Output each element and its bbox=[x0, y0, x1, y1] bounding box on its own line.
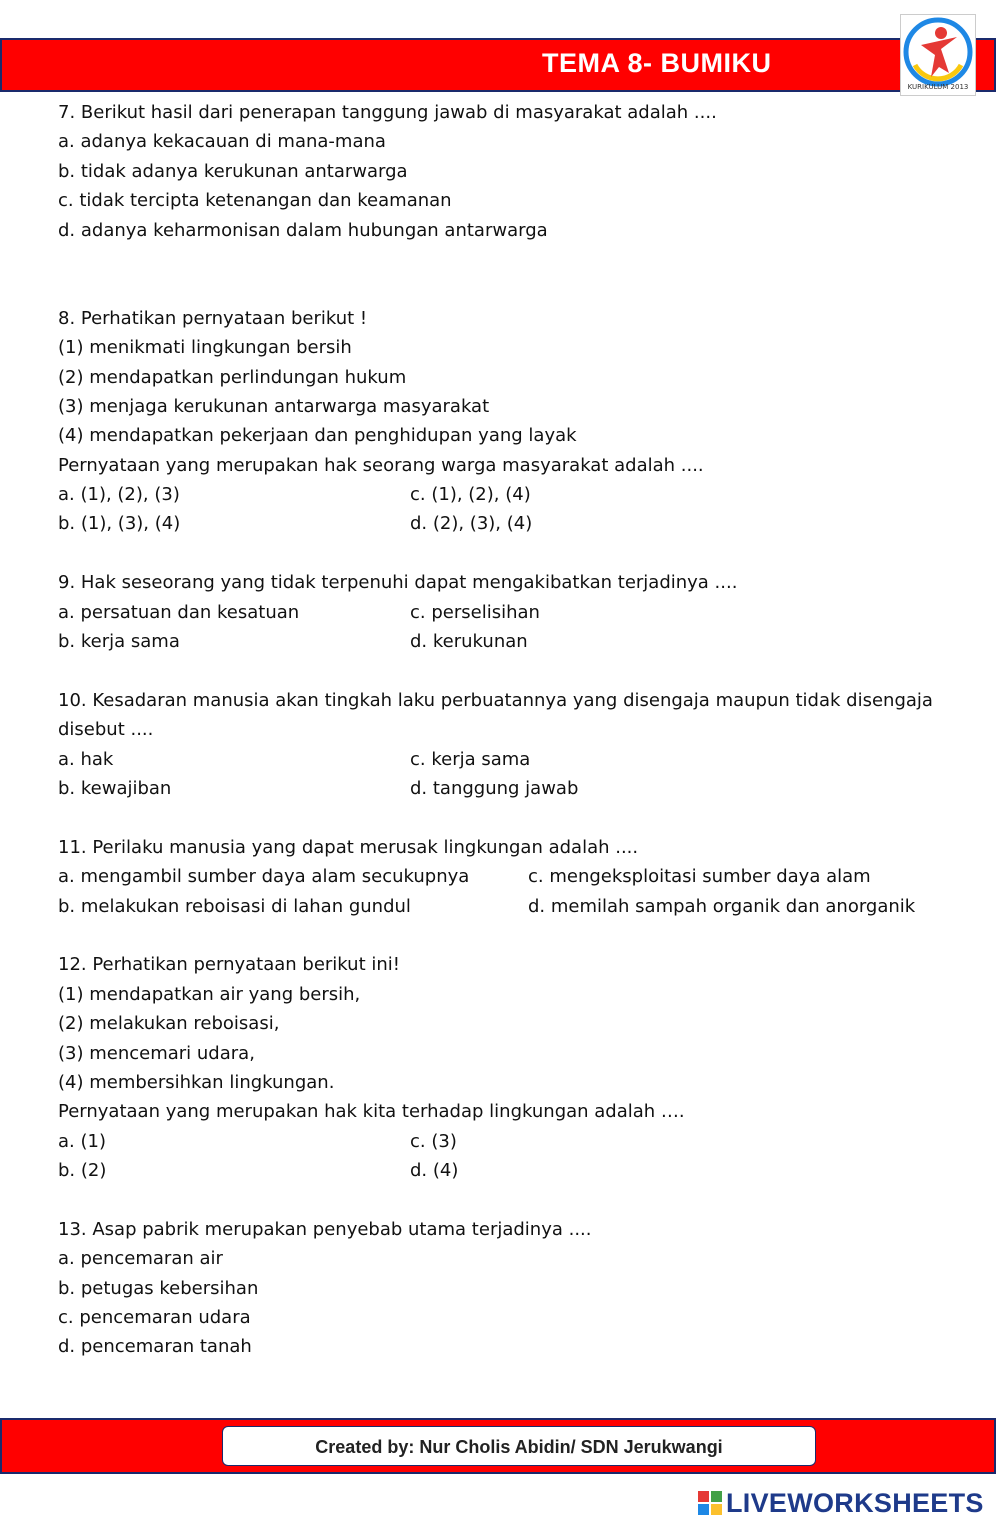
q8-statement-3: (3) menjaga kerukunan antarwarga masyarakat bbox=[58, 395, 490, 417]
q11-option-d[interactable]: d. memilah sampah organik dan anorganik bbox=[528, 895, 916, 917]
q11-option-c[interactable]: c. mengeksploitasi sumber daya alam bbox=[528, 866, 871, 888]
q9-option-b[interactable]: b. kerja sama bbox=[58, 631, 180, 653]
liveworksheets-label: LIVEWORKSHEETS bbox=[726, 1487, 984, 1518]
question-content bbox=[58, 98, 958, 1362]
footer-credit: Created by: Nur Cholis Abidin/ SDN Jerukwangi bbox=[222, 1426, 816, 1466]
question-9: 9. Hak seseorang yang tidak terpenuhi dapat mengakibatkan terjadinya .... bbox=[58, 572, 738, 594]
q8-statement-4: (4) mendapatkan pekerjaan dan penghidupan yang layak bbox=[58, 425, 577, 447]
question-11: 11. Perilaku manusia yang dapat merusak lingkungan adalah .... bbox=[58, 836, 639, 858]
q12-prompt: Pernyataan yang merupakan hak kita terhadap lingkungan adalah …. bbox=[58, 1101, 685, 1123]
question-10-line-2: disebut .... bbox=[58, 719, 154, 741]
q7-option-c[interactable]: c. tidak tercipta ketenangan dan keamanan bbox=[58, 190, 452, 212]
q8-option-b[interactable]: b. (1), (3), (4) bbox=[58, 513, 181, 535]
question-8: 8. Perhatikan pernyataan berikut ! bbox=[58, 307, 368, 329]
q7-option-b[interactable]: b. tidak adanya kerukunan antarwarga bbox=[58, 160, 408, 182]
q10-option-c[interactable]: c. kerja sama bbox=[410, 748, 531, 770]
q7-option-d[interactable]: d. adanya keharmonisan dalam hubungan antarwarga bbox=[58, 219, 548, 241]
q12-option-a[interactable]: a. (1) bbox=[58, 1130, 106, 1152]
q8-option-a[interactable]: a. (1), (2), (3) bbox=[58, 484, 180, 506]
q10-option-d[interactable]: d. tanggung jawab bbox=[410, 778, 579, 799]
svg-text:KURIKULUM 2013: KURIKULUM 2013 bbox=[907, 83, 969, 91]
q8-statement-1: (1) menikmati lingkungan bersih bbox=[58, 337, 352, 359]
q11-option-a[interactable]: a. mengambil sumber daya alam secukupnya bbox=[58, 866, 470, 888]
question-13: 13. Asap pabrik merupakan penyebab utama terjadinya .... bbox=[58, 1218, 592, 1240]
q12-statement-1: (1) mendapatkan air yang bersih, bbox=[58, 983, 361, 1005]
header-bar bbox=[0, 38, 996, 92]
q13-option-a[interactable]: a. pencemaran air bbox=[58, 1248, 223, 1270]
q8-statement-2: (2) mendapatkan perlindungan hukum bbox=[58, 366, 407, 388]
liveworksheets-brand[interactable] bbox=[698, 1486, 984, 1520]
q11-option-b[interactable]: b. melakukan reboisasi di lahan gundul bbox=[58, 895, 411, 917]
liveworksheets-icon bbox=[698, 1491, 722, 1515]
q9-option-a[interactable]: a. persatuan dan kesatuan bbox=[58, 601, 300, 623]
q12-option-b[interactable]: b. (2) bbox=[58, 1160, 107, 1182]
question-10-line-1: 10. Kesadaran manusia akan tingkah laku perbuatannya yang disengaja maupun tidak disengaja bbox=[58, 689, 933, 711]
q13-option-c[interactable]: c. pencemaran udara bbox=[58, 1307, 251, 1329]
q12-statement-2: (2) melakukan reboisasi, bbox=[58, 1013, 280, 1035]
q13-option-b[interactable]: b. petugas kebersihan bbox=[58, 1277, 259, 1299]
question-7: 7. Berikut hasil dari penerapan tanggung jawab di masyarakat adalah .... bbox=[58, 102, 717, 123]
q8-prompt: Pernyataan yang merupakan hak seorang warga masyarakat adalah .... bbox=[58, 454, 704, 476]
kurikulum-logo bbox=[900, 14, 976, 96]
q12-statement-3: (3) mencemari udara, bbox=[58, 1042, 255, 1064]
q12-option-c[interactable]: c. (3) bbox=[410, 1130, 457, 1152]
q7-option-a[interactable]: a. adanya kekacauan di mana-mana bbox=[58, 131, 386, 153]
q9-option-d[interactable]: d. kerukunan bbox=[410, 631, 528, 653]
q9-option-c[interactable]: c. perselisihan bbox=[410, 601, 540, 623]
q10-option-b[interactable]: b. kewajiban bbox=[58, 778, 172, 799]
q10-option-a[interactable]: a. hak bbox=[58, 748, 114, 770]
q13-option-d[interactable]: d. pencemaran tanah bbox=[58, 1336, 252, 1358]
q12-option-d[interactable]: d. (4) bbox=[410, 1160, 459, 1182]
q8-option-c[interactable]: c. (1), (2), (4) bbox=[410, 484, 531, 506]
kurikulum-logo-icon bbox=[901, 15, 975, 95]
q8-option-d[interactable]: d. (2), (3), (4) bbox=[410, 513, 533, 535]
question-12: 12. Perhatikan pernyataan berikut ini! bbox=[58, 954, 400, 976]
q12-statement-4: (4) membersihkan lingkungan. bbox=[58, 1071, 335, 1093]
page-title: TEMA 8- BUMIKU bbox=[542, 48, 772, 78]
